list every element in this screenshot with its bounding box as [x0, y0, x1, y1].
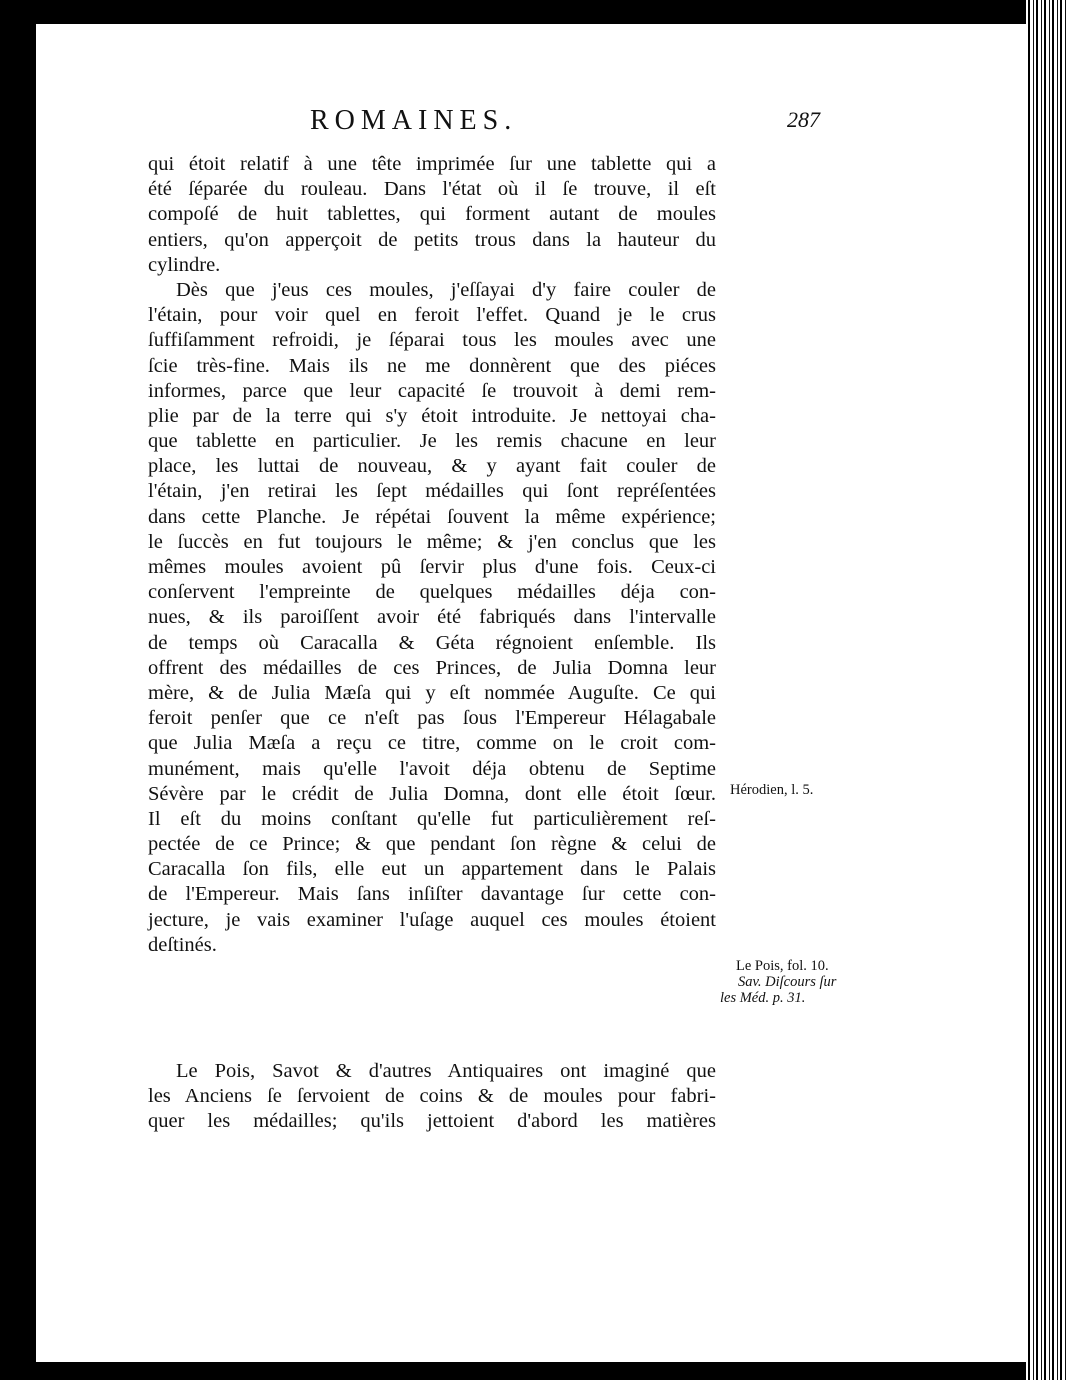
text-line — [148, 1034, 716, 1059]
text-line: ſcie très-fine. Mais ils ne me donnèrent que des piéces — [148, 354, 716, 377]
text-line: informes, parce que leur capacité ſe trouvoit à demi rem- — [148, 379, 716, 402]
text-line: compoſé de huit tablettes, qui forment autant de moules — [148, 203, 716, 226]
margin-note-line: les Méd. p. 31. — [720, 990, 806, 1006]
text-line: Le Pois, Savot & d'autres Antiquaires ont imaginé que — [176, 1059, 716, 1082]
scan-top-border — [36, 0, 1026, 24]
text-line: l'étain, j'en retirai les ſept médailles qui ſont repréſentées — [148, 480, 716, 503]
paragraph — [148, 152, 716, 278]
margin-note-line: Sav. Diſcours ſur — [738, 974, 837, 990]
text-line: munément, mais qu'elle l'avoit déja obtenu de Septime — [148, 757, 716, 780]
text-line — [148, 1008, 716, 1033]
text-line: ſuffiſamment refroidi, je ſéparai tous les moules avec une — [148, 329, 716, 352]
text-line: Sévère par le crédit de Julia Domna, dont elle étoit ſœur. — [148, 782, 716, 805]
text-line: que Julia Mæſa a reçu ce titre, comme on le croit com- — [148, 732, 716, 755]
text-line: de temps où Caracalla & Géta régnoient enſemble. Ils — [148, 631, 716, 654]
text-line: les Anciens ſe ſervoient de coins & de moules pour fabri- — [148, 1084, 716, 1107]
paragraph — [148, 1059, 716, 1135]
text-line: quer les médailles; qu'ils jettoient d'abord les matières — [148, 1110, 716, 1133]
text-line: l'étain, pour voir quel en feroit l'effet. Quand je le crus — [148, 304, 716, 327]
text-line: pectée de ce Prince; & que pendant ſon règne & celui de — [148, 833, 716, 856]
margin-note-herodien — [730, 782, 870, 798]
margin-note-line: Le Pois, fol. 10. — [736, 958, 829, 974]
text-line — [148, 983, 716, 1008]
running-head: ROMAINES. — [310, 105, 518, 136]
text-line: entiers, qu'on apperçoit de petits trous dans la hauteur du — [148, 228, 716, 251]
margin-note-le-pois — [720, 958, 876, 1006]
text-line: que tablette en particulier. Je les remis chacune en leur — [148, 430, 716, 453]
text-line: place, les luttai de nouveau, & y ayant fait couler de — [148, 455, 716, 478]
text-line: mêmes moules avoient pû ſervir plus d'une fois. Ceux-ci — [148, 556, 716, 578]
paragraph — [148, 278, 716, 1059]
text-line: plie par de la terre qui s'y étoit introduite. Je nettoyai cha- — [148, 404, 716, 427]
text-line: deſtinés. — [148, 933, 217, 956]
text-line — [148, 958, 716, 983]
text-line: de l'Empereur. Mais ſans inſiſter davantage ſur cette con- — [148, 883, 716, 906]
text-line: le ſuccès en fut toujours le même; & j'en conclus que les — [148, 530, 716, 553]
page-number: 287 — [787, 107, 820, 132]
text-line: qui étoit relatif à une tête imprimée ſur une tablette qui a — [148, 153, 716, 175]
text-line: jecture, je vais examiner l'uſage auquel ces moules étoient — [148, 908, 716, 931]
body-text — [148, 152, 716, 1134]
text-line: feroit penſer que ce n'eſt pas ſous l'Empereur Hélagabale — [148, 707, 716, 730]
text-line: été ſéparée du rouleau. Dans l'état où il ſe trouve, il eſt — [148, 178, 716, 201]
scan-page-edge — [1026, 0, 1068, 1380]
text-line: dans cette Planche. Je répétai ſouvent la même expérience; — [148, 505, 716, 528]
text-line: conſervent l'empreinte de quelques médailles déja con- — [148, 581, 716, 604]
text-line: Dès que j'eus ces moules, j'eſſayai d'y faire couler de — [176, 278, 716, 301]
page-header — [280, 105, 820, 145]
text-line: Il eſt du moins conſtant qu'elle fut particulièrement reſ- — [148, 807, 716, 830]
text-line: mère, & de Julia Mæſa qui y eſt nommée Auguſte. Ce qui — [148, 681, 716, 704]
text-line: offrent des médailles de ces Princes, de Julia Domna leur — [148, 656, 716, 679]
margin-note-line: Hérodien, l. 5. — [730, 782, 814, 798]
text-line: nues, & ils paroiſſent avoir été fabriqués dans l'intervalle — [148, 606, 716, 629]
text-line: Caracalla ſon fils, elle eut un appartement dans le Palais — [148, 858, 716, 881]
text-line: cylindre. — [148, 253, 221, 276]
